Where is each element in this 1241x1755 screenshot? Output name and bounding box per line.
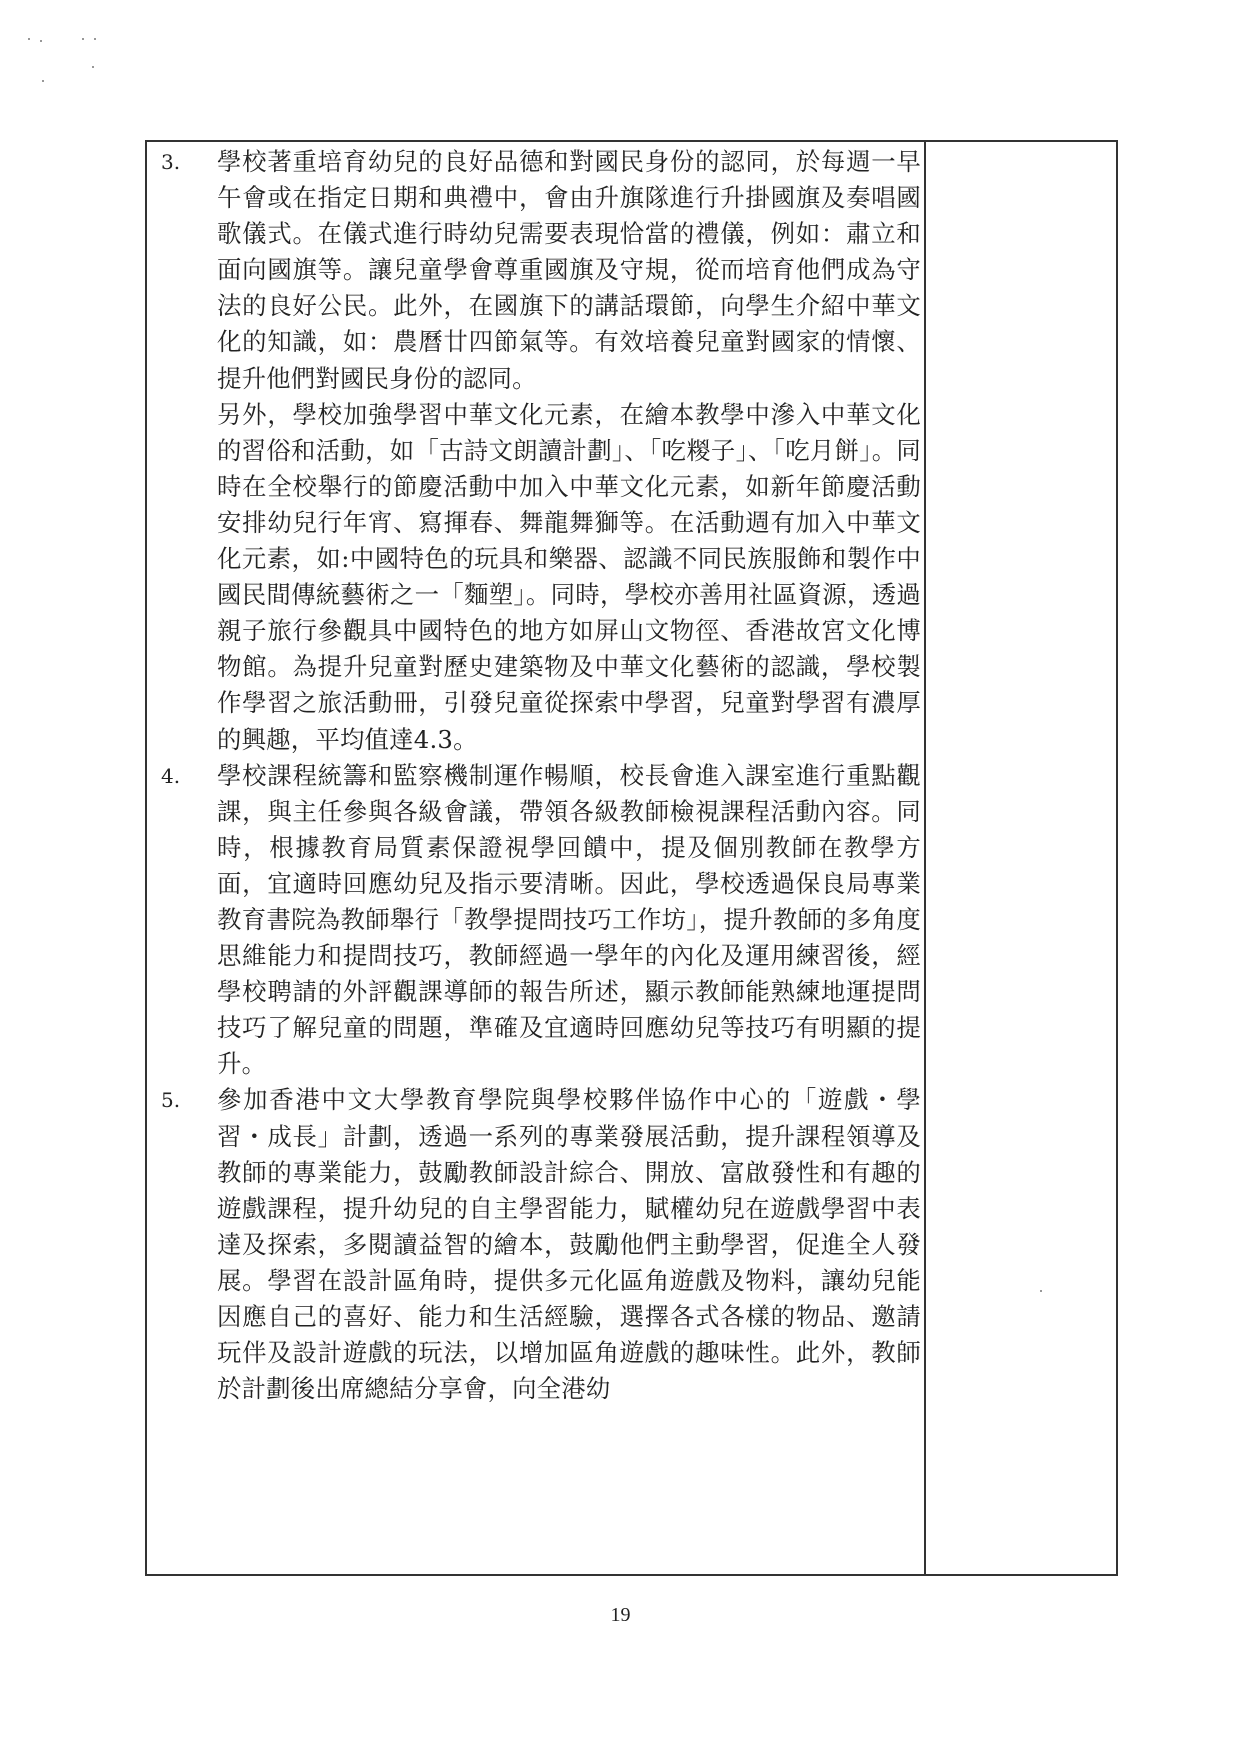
list-item [161,758,921,1083]
scan-speck [28,38,30,40]
scan-speck [94,38,96,40]
scan-speck [82,38,84,40]
item-number: 4. [161,763,181,788]
item-number: 3. [161,150,181,174]
item-paragraph: 學校課程統籌和監察機制運作暢順，校長會進入課室進行重點觀課，與主任參與各級會議，帶領各級教師檢視課程活動內容。同時，根據教育局質素保證視學回饋中，提及個別教師在教學方面，宜適時回應幼兒及指示要清晰。因此，學校透過保良局專業教育書院為教師舉行「教學提問技巧工作坊」，提升教師的多角度思維能力和提問技巧，教師經過一學年的內化及運用練習後，經學校聘請的外評觀課導師的報告所述，顯示教師能熟練地運提問技巧了解兒童的問題，準確及宜適時回應幼兒等技巧有明顯的提升。 [217,760,921,1079]
scan-speck [42,80,44,82]
table-column-divider [924,142,926,1574]
content-table [145,140,1118,1576]
list-item [161,1082,921,1407]
item-paragraph: 另外，學校加強學習中華文化元素，在繪本教學中滲入中華文化的習俗和活動，如「古詩文朗讀計劃」、「吃糉子」、「吃月餅」。同時在全校舉行的節慶活動中加入中華文化元素，如新年節慶活動安排幼兒行年宵、寫揮春、舞龍舞獅等。在活動週有加入中華文化元素，如:中國特色的玩具和樂器、認識不同民族服飾和製作中國民間傳統藝術之一「麵塑」。同時，學校亦善用社區資源，透過親子旅行參觀具中國特色的地方如屏山文物徑、香港故宮文化博物館。為提升兒童對歷史建築物及中華文化藝術的認識，學校製作學習之旅活動冊，引發兒童從探索中學習，兒童對學習有濃厚的興趣，平均值達4.3。 [217,399,921,754]
page-number: 19 [610,1604,631,1626]
scan-speck [92,66,94,68]
item-number: 5. [161,1088,181,1113]
table-left-cell [161,144,921,1407]
scan-speck [40,40,42,42]
list-item [161,144,921,758]
item-paragraph: 參加香港中文大學教育學院與學校夥伴協作中心的「遊戲・學習・成長」計劃，透過一系列的專業發展活動，提升課程領導及教師的專業能力，鼓勵教師設計綜合、開放、富啟發性和有趣的遊戲課程，提升幼兒的自主學習能力，賦權幼兒在遊戲學習中表達及探索，多閱讀益智的繪本，鼓勵他們主動學習，促進全人發展。學習在設計區角時，提供多元化區角遊戲及物料，讓幼兒能因應自己的喜好、能力和生活經驗，選擇各式各樣的物品、邀請玩伴及設計遊戲的玩法，以增加區角遊戲的趣味性。此外，教師於計劃後出席總結分享會，向全港幼 [217,1085,921,1404]
item-paragraph: 學校著重培育幼兒的良好品德和對國民身份的認同，於每週一早午會或在指定日期和典禮中，會由升旗隊進行升掛國旗及奏唱國歌儀式。在儀式進行時幼兒需要表現恰當的禮儀，例如：肅立和面向國旗等。讓兒童學會尊重國旗及守規，從而培育他們成為守法的良好公民。此外，在國旗下的講話環節，向學生介紹中華文化的知識，如：農曆廿四節氣等。有效培養兒童對國家的情懷、提升他們對國民身份的認同。 [217,147,921,393]
